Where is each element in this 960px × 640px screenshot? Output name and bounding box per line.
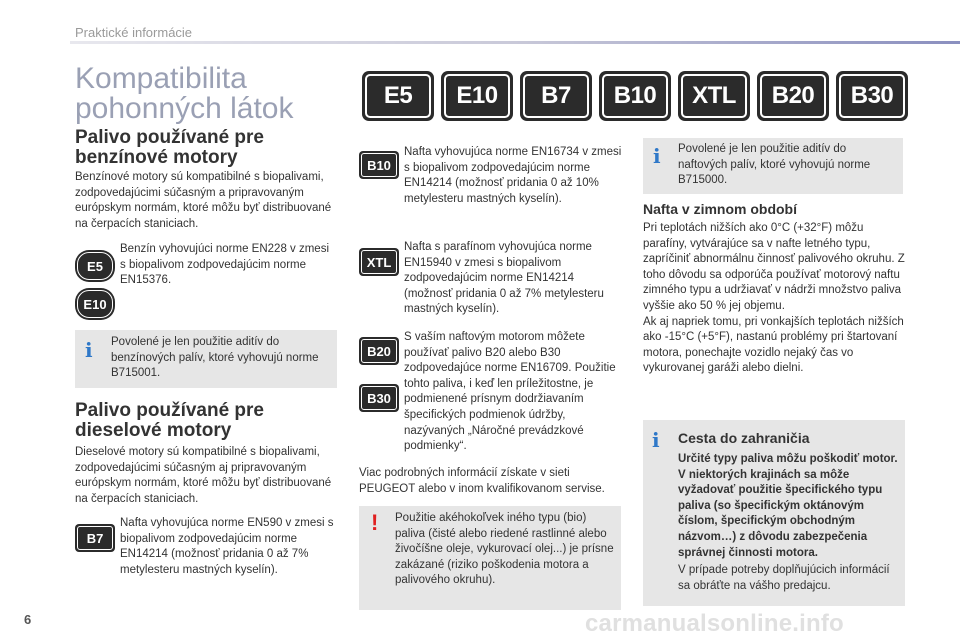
warning-text: Použitie akéhokoľvek iného typu (bio) paliva (čisté alebo riedené rastlinné alebo živočíšne oleje, vykurovací olej...) je prísne zakázané (riziko poškodenia motora a palivového okruhu). [395,512,614,587]
watermark: carmanualsonline.info [585,610,844,637]
page-title-line1: Kompatibilita [75,62,247,95]
b10-text: Nafta vyhovujúca norme EN16734 v zmesi s biopalivom zodpovedajúcim norme EN14214 (možnosť pridania 0 až 10% metylesteru mastných kyselín). [404,146,622,205]
abroad-text: V prípade potreby doplňujúcich informácií sa obráťte na vášho predajcu. [678,564,890,592]
b7-text: Nafta vyhovujúca norme EN590 v zmesi s biopalivom zodpovedajúcim norme EN14214 (možnosť pridania 0 až 7% metylesteru mastných kyselín). [120,517,334,576]
badge-b30: B30 [359,384,399,412]
badge-b20: B20 [359,337,399,365]
abroad-heading: Cesta do zahraničia [678,430,810,446]
diesel-text: Dieselové motory sú kompatibilné s biopalivami, zodpovedajúcimi súčasným aj pripravovaným európskym normám, ktoré môžu byť distribuované na čerpacích staniciach. [75,446,332,505]
fuel-badge-b10: B10 [599,71,671,121]
badge-e10: E10 [75,288,115,320]
section-label: Praktické informácie [75,25,193,40]
winter-text: Pri teplotách nižších ako 0°C (+32°F) môžu parafíny, vytvárajúce sa v nafte letného typu, zapríčiniť abnormálnu činnosť palivového okruhu. Z toho dôvodu sa odporúča používať motorový naftu zimného typu a udržiavať v nádrži množstvo paliva vyššie ako 50 % jej objemu. Ak aj napriek tomu, pri vonkajších teplotách nižších ako -15°C (+5°F), nastanú problémy pri štartovaní motora, ponechajte vozidlo nejaký čas vo vykurovanej garáži alebo dielni. [643,222,905,375]
page-number: 6 [24,612,32,627]
abroad-info-box [643,420,905,606]
petrol-text: Benzínové motory sú kompatibilné s biopalivami, zodpovedajúcimi súčasným a pripravovaným európskym normám, ktoré môžu byť distribuované na čerpacích staniciach. [75,171,332,230]
petrol-heading: Palivo používané pre benzínové motory [75,127,264,168]
more-info-text: Viac podrobných informácií získate v sieti PEUGEOT alebo v inom kvalifikovanom servise. [359,467,605,495]
petrol-info-text: Povolené je len použitie aditív do benzínových palív, ktoré vyhovujú norme B715001. [111,336,319,380]
petrol-badge-text: Benzín vyhovujúci norme EN228 v zmesi s biopalivom zodpovedajúcim norme EN15376. [120,243,330,287]
fuel-badge-xtl: XTL [678,71,750,121]
diesel-info-box [643,138,903,194]
petrol-info-box [75,330,337,388]
fuel-badge-row [362,71,908,121]
badge-e5: E5 [75,250,115,282]
fuel-badge-b20: B20 [757,71,829,121]
badge-b10: B10 [359,151,399,179]
header-rule [70,41,960,44]
winter-heading: Nafta v zimnom období [643,201,797,217]
fuel-badge-b7: B7 [520,71,592,121]
page-title [75,64,355,124]
page-title-line2: pohonných látok [75,92,294,125]
badge-xtl: XTL [359,248,399,276]
info-icon: i [85,338,93,362]
info-icon: i [652,428,660,452]
fuel-badge-b30: B30 [836,71,908,121]
xtl-text: Nafta s parafínom vyhovujúca norme EN15940 v zmesi s biopalivom zodpovedajúcim norme EN14214 (možnosť pridania 0 až 7% metylesteru mastných kyselín). [404,241,604,316]
warning-box [359,506,621,610]
diesel-info-text: Povolené je len použitie aditív do naftových palív, ktoré vyhovujú norme B715000. [678,143,871,187]
info-icon: i [653,144,661,168]
fuel-badge-e5: E5 [362,71,434,121]
b20-b30-text: S vaším naftovým motorom môžete používať palivo B20 alebo B30 zodpovedajúce norme EN16709. Použitie tohto paliva, i keď len príležitostne, je podmienené prísnym dodržiavaním špecifických podmienok údržby, nazývaných „Náročné prevádzkové podmienky“. [404,331,616,453]
diesel-heading: Palivo používané pre dieselové motory [75,400,264,441]
fuel-badge-e10: E10 [441,71,513,121]
badge-b7: B7 [75,524,115,552]
warning-icon: ! [371,510,379,535]
abroad-bold-text: Určité typy paliva môžu poškodiť motor. V niektorých krajinách sa môže vyžadovať použitie špecifického typu paliva (so špecifickým oktánovým číslom, špecifickým obchodným názvom…) z dôvodu zabezpečenia správnej činnosti motora. [678,453,898,559]
